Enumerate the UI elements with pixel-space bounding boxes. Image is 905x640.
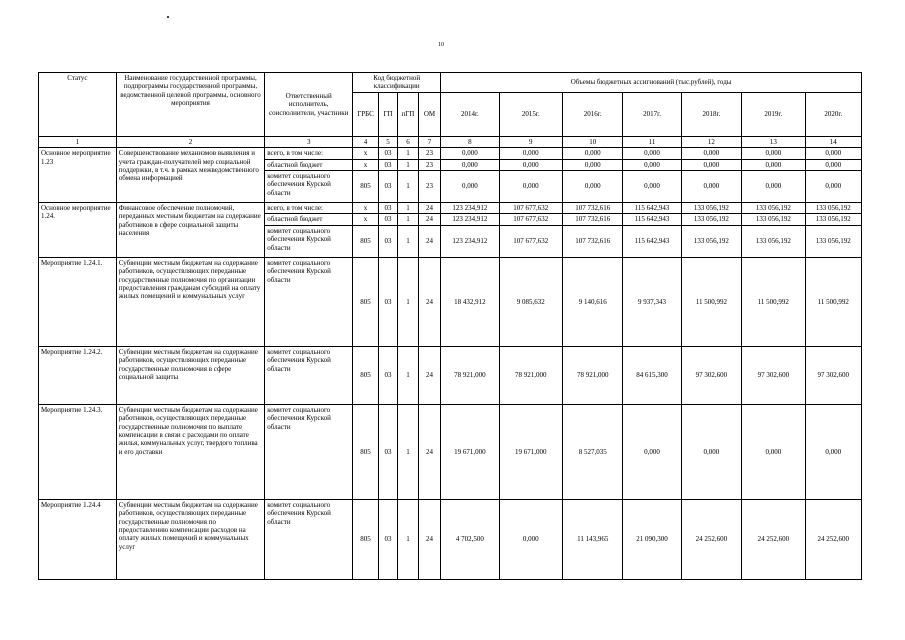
row-value: 0,000 (563, 170, 623, 202)
row-grbs: 805 (353, 257, 379, 346)
row-name: Субвенции местным бюджетам на содержание работников, осуществляющих переданные государственные полномочия по выплате компенсации в связи с расходами по оплате жилья, коммунальных услуг, твердого топлива и его доставки (116, 404, 264, 499)
row-value: 133 056,192 (805, 202, 861, 213)
column-number-row (39, 136, 862, 147)
row-om: 24 (418, 404, 441, 499)
row-grbs: x (353, 202, 379, 213)
row-executor: областной бюджет (265, 159, 353, 170)
row-om: 23 (418, 148, 441, 159)
row-value: 0,000 (563, 148, 623, 159)
row-value: 19 671,000 (499, 404, 562, 499)
row-grbs: x (353, 159, 379, 170)
header-year: 2019г. (742, 92, 805, 136)
row-grbs: 805 (353, 170, 379, 202)
row-value: 0,000 (805, 170, 861, 202)
row-executor: областной бюджет (265, 214, 353, 225)
row-status: Мероприятие 1.24.4 (39, 499, 117, 579)
row-gp: 03 (378, 346, 397, 404)
column-number: 13 (742, 136, 805, 147)
row-grbs: 805 (353, 499, 379, 579)
row-pgp: 1 (398, 499, 418, 579)
row-executor: комитет социального обеспечения Курской области (265, 346, 353, 404)
table-body (39, 148, 862, 580)
row-pgp: 1 (398, 159, 418, 170)
row-pgp: 1 (398, 170, 418, 202)
row-gp: 03 (378, 202, 397, 213)
column-number: 1 (39, 136, 117, 147)
column-number: 8 (441, 136, 499, 147)
row-value: 107 732,616 (563, 214, 623, 225)
table-row (39, 148, 862, 159)
row-value: 78 921,000 (441, 346, 499, 404)
header-year: 2015г. (499, 92, 562, 136)
row-om: 23 (418, 159, 441, 170)
column-number: 7 (418, 136, 441, 147)
row-value: 0,000 (742, 159, 805, 170)
header-name: Наименование государственной программы, подпрограммы государственной программы, ведомственной целевой программы, основного мероприятия (116, 73, 264, 137)
row-name: Субвенции местным бюджетам на содержание работников, осуществляющих переданные государственные полномочия по организации предоставления гражданам субсидий на оплату жилых помещений и коммунальных услуг (116, 257, 264, 346)
row-value: 0,000 (499, 148, 562, 159)
row-value: 4 702,500 (441, 499, 499, 579)
header-gp: ГП (378, 92, 397, 136)
row-value: 84 615,300 (623, 346, 681, 404)
row-gp: 03 (378, 170, 397, 202)
row-value: 0,000 (805, 159, 861, 170)
table-row (39, 202, 862, 213)
row-value: 0,000 (499, 499, 562, 579)
column-number: 6 (398, 136, 418, 147)
row-value: 133 056,192 (681, 214, 741, 225)
row-om: 24 (418, 225, 441, 257)
row-executor: комитет социального обеспечения Курской области (265, 225, 353, 257)
row-value: 78 921,000 (563, 346, 623, 404)
row-value: 9 085,632 (499, 257, 562, 346)
row-om: 24 (418, 346, 441, 404)
row-gp: 03 (378, 214, 397, 225)
scan-speck (167, 16, 169, 18)
row-value: 133 056,192 (742, 225, 805, 257)
row-value: 0,000 (681, 148, 741, 159)
row-value: 9 937,343 (623, 257, 681, 346)
row-value: 133 056,192 (742, 202, 805, 213)
row-value: 0,000 (742, 148, 805, 159)
column-number: 10 (563, 136, 623, 147)
row-value: 0,000 (681, 404, 741, 499)
column-number: 9 (499, 136, 562, 147)
column-number: 2 (116, 136, 264, 147)
row-value: 0,000 (563, 159, 623, 170)
row-status: Основное мероприятие 1.23 (39, 148, 117, 203)
row-value: 0,000 (623, 148, 681, 159)
column-number: 4 (353, 136, 379, 147)
row-grbs: x (353, 214, 379, 225)
row-value: 0,000 (681, 159, 741, 170)
row-pgp: 1 (398, 225, 418, 257)
row-gp: 03 (378, 148, 397, 159)
row-status: Мероприятие 1.24.1. (39, 257, 117, 346)
column-number: 11 (623, 136, 681, 147)
row-status: Мероприятие 1.24.3. (39, 404, 117, 499)
row-value: 0,000 (441, 148, 499, 159)
row-executor: комитет социального обеспечения Курской области (265, 499, 353, 579)
header-volumes: Объемы бюджетных ассигнований (тыс.рублей), годы (441, 73, 862, 93)
row-value: 97 302,600 (681, 346, 741, 404)
row-pgp: 1 (398, 148, 418, 159)
row-value: 115 642,943 (623, 202, 681, 213)
row-name: Субвенции местным бюджетам на содержание работников, осуществляющих переданные государственные полномочия по предоставлению компенсации расходов на оплату жилых помещений и коммунальных услуг (116, 499, 264, 579)
table-row (39, 346, 862, 404)
row-pgp: 1 (398, 257, 418, 346)
row-value: 11 500,992 (681, 257, 741, 346)
table-row (39, 499, 862, 579)
row-value: 24 252,600 (805, 499, 861, 579)
row-value: 123 234,912 (441, 225, 499, 257)
row-om: 24 (418, 214, 441, 225)
row-value: 107 677,632 (499, 225, 562, 257)
row-value: 123 234,912 (441, 202, 499, 213)
row-value: 11 143,965 (563, 499, 623, 579)
row-value: 19 671,000 (441, 404, 499, 499)
row-value: 107 677,632 (499, 202, 562, 213)
row-value: 0,000 (623, 404, 681, 499)
row-value: 8 527,035 (563, 404, 623, 499)
row-om: 23 (418, 170, 441, 202)
row-value: 133 056,192 (805, 225, 861, 257)
row-value: 0,000 (805, 148, 861, 159)
column-number: 12 (681, 136, 741, 147)
header-year: 2014г. (441, 92, 499, 136)
row-value: 0,000 (499, 170, 562, 202)
row-om: 24 (418, 499, 441, 579)
row-value: 18 432,912 (441, 257, 499, 346)
row-executor: комитет социального обеспечения Курской области (265, 170, 353, 202)
row-value: 133 056,192 (681, 202, 741, 213)
table-row (39, 257, 862, 346)
row-executor: всего, в том числе: (265, 148, 353, 159)
row-gp: 03 (378, 225, 397, 257)
header-year: 2017г. (623, 92, 681, 136)
header-grbs: ГРБС (353, 92, 379, 136)
row-pgp: 1 (398, 404, 418, 499)
row-value: 133 056,192 (805, 214, 861, 225)
header-status: Статус (39, 73, 117, 137)
row-value: 123 234,912 (441, 214, 499, 225)
row-name: Финансовое обеспечение полномочий, переданных местным бюджетам на содержание работников в сфере социальной защиты населения (116, 202, 264, 257)
row-executor: всего, в том числе: (265, 202, 353, 213)
column-number: 5 (378, 136, 397, 147)
row-value: 21 090,300 (623, 499, 681, 579)
row-value: 11 500,992 (742, 257, 805, 346)
row-value: 0,000 (805, 404, 861, 499)
row-gp: 03 (378, 257, 397, 346)
header-budget-code: Код бюджетной классификации (353, 73, 441, 93)
row-status: Основное мероприятие 1.24. (39, 202, 117, 257)
row-pgp: 1 (398, 346, 418, 404)
row-value: 133 056,192 (742, 214, 805, 225)
row-value: 0,000 (742, 404, 805, 499)
row-value: 133 056,192 (681, 225, 741, 257)
header-year: 2018г. (681, 92, 741, 136)
row-value: 115 642,943 (623, 214, 681, 225)
row-grbs: x (353, 148, 379, 159)
row-om: 24 (418, 202, 441, 213)
page-number: 10 (438, 42, 444, 48)
row-value: 0,000 (441, 159, 499, 170)
row-name: Субвенции местным бюджетам на содержание работников, осуществляющих переданные государственные полномочия в сфере социальной защиты (116, 346, 264, 404)
row-value: 24 252,600 (742, 499, 805, 579)
row-value: 0,000 (623, 159, 681, 170)
header-year: 2020г. (805, 92, 861, 136)
row-value: 107 732,616 (563, 202, 623, 213)
row-value: 24 252,600 (681, 499, 741, 579)
column-number: 3 (265, 136, 353, 147)
row-executor: комитет социального обеспечения Курской области (265, 257, 353, 346)
row-status: Мероприятие 1.24.2. (39, 346, 117, 404)
row-value: 0,000 (681, 170, 741, 202)
row-name: Совершенствование механизмов выявления и учета граждан-получателей мер социальной поддержки, в т.ч. в рамках межведомственного обмена информацией (116, 148, 264, 203)
row-gp: 03 (378, 404, 397, 499)
row-value: 78 921,000 (499, 346, 562, 404)
row-executor: комитет социального обеспечения Курской области (265, 404, 353, 499)
table-row (39, 404, 862, 499)
row-value: 107 677,632 (499, 214, 562, 225)
header-om: ОМ (418, 92, 441, 136)
header-pgp: пГП (398, 92, 418, 136)
row-value: 107 732,616 (563, 225, 623, 257)
row-grbs: 805 (353, 346, 379, 404)
column-number: 14 (805, 136, 861, 147)
row-value: 97 302,600 (805, 346, 861, 404)
row-grbs: 805 (353, 225, 379, 257)
row-grbs: 805 (353, 404, 379, 499)
row-value: 97 302,600 (742, 346, 805, 404)
row-value: 0,000 (441, 170, 499, 202)
row-pgp: 1 (398, 202, 418, 213)
row-value: 115 642,943 (623, 225, 681, 257)
row-value: 9 140,616 (563, 257, 623, 346)
row-value: 0,000 (742, 170, 805, 202)
budget-table (38, 72, 862, 580)
row-gp: 03 (378, 159, 397, 170)
row-pgp: 1 (398, 214, 418, 225)
row-gp: 03 (378, 499, 397, 579)
row-value: 11 500,992 (805, 257, 861, 346)
header-executor: Ответственный исполнитель, соисполнители, участники (265, 73, 353, 137)
row-om: 24 (418, 257, 441, 346)
row-value: 0,000 (623, 170, 681, 202)
row-value: 0,000 (499, 159, 562, 170)
header-year: 2016г. (563, 92, 623, 136)
